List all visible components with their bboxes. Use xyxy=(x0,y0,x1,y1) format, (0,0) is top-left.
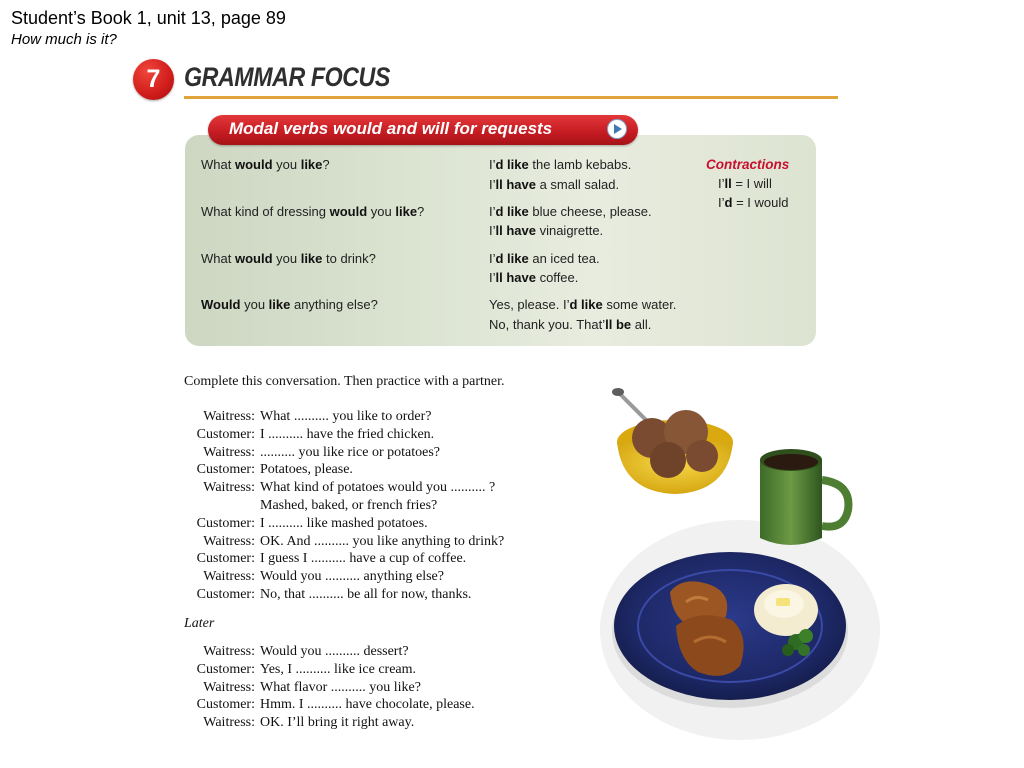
speaker-label: Customer: xyxy=(196,462,255,478)
later-label: Later xyxy=(184,616,215,631)
dialogue-line: What kind of potatoes would you .......... ? xyxy=(260,480,496,496)
speaker-label: Customer: xyxy=(196,551,255,567)
dialogue-line: OK. I’ll bring it right away. xyxy=(260,715,415,731)
coffee-surface xyxy=(764,454,818,470)
speaker-label: Customer: xyxy=(196,586,255,602)
dialogue-part-1 xyxy=(170,408,590,604)
dialogue-line: I .......... have the fried chicken. xyxy=(260,426,435,442)
speaker-label: Waitress: xyxy=(203,644,255,659)
grammar-answer-4a: Yes, please. I’d like some water. xyxy=(489,297,677,312)
section-divider xyxy=(184,96,838,99)
dialogue-row xyxy=(170,461,590,479)
speaker-label: Waitress: xyxy=(203,409,255,424)
parsley-leaf-3 xyxy=(798,644,810,656)
dialogue-line: OK. And .......... you like anything to drink? xyxy=(260,533,505,549)
speaker-label: Waitress: xyxy=(203,533,255,549)
grammar-answer-2b: I’ll have vinaigrette. xyxy=(489,223,604,238)
grammar-answer-2a: I’d like blue cheese, please. xyxy=(489,204,652,219)
dialogue-line: I guess I .......... have a cup of coffee. xyxy=(260,551,467,567)
speaker-label: Waitress: xyxy=(203,715,255,731)
dialogue-row xyxy=(170,408,590,426)
grammar-answer-1a: I’d like the lamb kebabs. xyxy=(489,157,632,172)
dialogue-row xyxy=(170,643,590,661)
dialogue-row xyxy=(170,696,590,714)
spoon-tip xyxy=(612,388,624,396)
dialogue-row xyxy=(170,586,590,604)
slide-title: Student’s Book 1, unit 13, page 89 xyxy=(11,8,286,28)
section-number-badge: 7 xyxy=(133,59,174,100)
dialogue-row xyxy=(170,714,590,732)
dialogue-line: Would you .......... dessert? xyxy=(260,644,409,659)
dialogue-line: Yes, I .......... like ice cream. xyxy=(260,661,417,677)
banner-part-3: and xyxy=(386,119,418,138)
ice-cream-scoop-3 xyxy=(650,442,686,478)
mug-handle xyxy=(822,480,848,527)
grammar-question-4: Would you like anything else? xyxy=(201,297,378,312)
dialogue-row xyxy=(170,479,590,497)
speaker-label: Customer: xyxy=(196,426,255,442)
parsley-leaf-2 xyxy=(782,644,794,656)
parsley-leaf-1 xyxy=(799,629,813,643)
grammar-question-3: What would you like to drink? xyxy=(201,251,376,266)
contractions-heading: Contractions xyxy=(706,157,790,172)
dialogue-row xyxy=(170,568,590,586)
speaker-label: Waitress: xyxy=(203,444,255,460)
food-photo xyxy=(590,380,880,750)
dialogue-row xyxy=(170,515,590,533)
dialogue-line: .......... you like rice or potatoes? xyxy=(260,444,441,460)
dialogue-line: Hmm. I .......... have chocolate, please. xyxy=(260,697,475,713)
grammar-answer-1b: I’ll have a small salad. xyxy=(489,177,620,192)
dialogue-row xyxy=(170,426,590,444)
grammar-answer-3a: I’d like an iced tea. xyxy=(489,251,600,266)
grammar-question-2: What kind of dressing would you like? xyxy=(201,204,425,219)
grammar-banner-text xyxy=(229,119,552,139)
dialogue-line: Would you .......... anything else? xyxy=(260,569,444,585)
dialogue-row xyxy=(170,497,590,515)
speaker-label: Customer: xyxy=(196,697,255,713)
dialogue-row xyxy=(170,533,590,551)
speaker-label: Waitress: xyxy=(203,569,255,585)
speaker-label: Waitress: xyxy=(203,480,255,496)
dialogue-line: I .......... like mashed potatoes. xyxy=(260,515,428,531)
dialogue-part-2 xyxy=(170,643,590,732)
grammar-question-1: What would you like? xyxy=(201,157,330,172)
slide-subtitle: How much is it? xyxy=(11,31,117,48)
dialogue-line: Potatoes, please. xyxy=(260,462,353,478)
contraction-ill: I’ll = I will xyxy=(718,176,772,191)
dialogue-row xyxy=(170,679,590,697)
contraction-id: I’d = I would xyxy=(718,195,789,210)
speaker-label: Customer: xyxy=(196,661,255,677)
speaker-label: Customer: xyxy=(196,515,255,531)
ice-cream-scoop-4 xyxy=(686,440,718,472)
dialogue-line: Mashed, baked, or french fries? xyxy=(260,497,438,513)
dialogue-line: What .......... you like to order? xyxy=(260,409,432,424)
dialogue-row xyxy=(170,661,590,679)
banner-part-5: for requests xyxy=(453,119,553,138)
speaker-label: Waitress: xyxy=(203,679,255,695)
dialogue-line: No, that .......... be all for now, thanks. xyxy=(260,586,472,602)
play-audio-icon[interactable] xyxy=(607,119,627,139)
coffee-mug-icon xyxy=(760,460,822,545)
dialogue-row xyxy=(170,444,590,462)
banner-part-1: Modal verbs xyxy=(229,119,329,138)
section-title: GRAMMAR FOCUS xyxy=(184,62,390,92)
banner-part-4: will xyxy=(421,119,450,138)
butter-pat xyxy=(776,598,790,606)
banner-part-2: would xyxy=(332,119,383,138)
exercise-instruction: Complete this conversation. Then practice with a partner. xyxy=(184,374,505,389)
grammar-answer-4b: No, thank you. That’ll be all. xyxy=(489,317,652,332)
grammar-answer-3b: I’ll have coffee. xyxy=(489,270,579,285)
dialogue-line: What flavor .......... you like? xyxy=(260,679,421,695)
dialogue-row xyxy=(170,550,590,568)
